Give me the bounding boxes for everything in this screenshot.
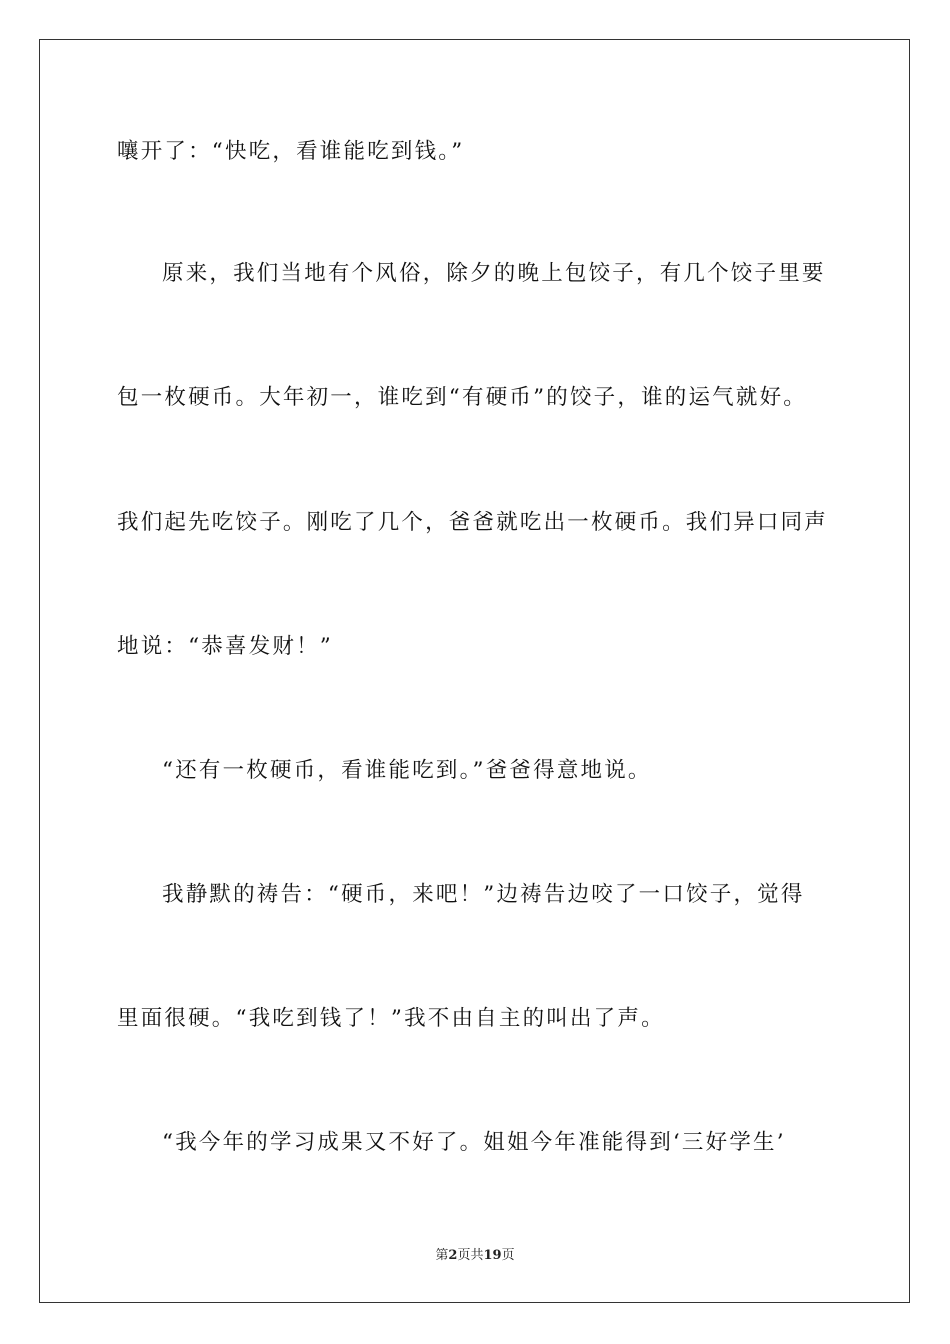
text-line-4: 我们起先吃饺子。刚吃了几个，爸爸就吃出一枚硬币。我们异口同声 — [117, 510, 829, 535]
text-line-6: “还有一枚硬币，看谁能吃到。”爸爸得意地说。 — [162, 758, 652, 783]
text-line-7: 我静默的祷告：“硬币，来吧！”边祷告边咬了一口饺子，觉得 — [162, 882, 805, 907]
page-suffix: 页 — [457, 1248, 471, 1263]
page-prefix: 第 — [435, 1248, 449, 1263]
text-line-8: 里面很硬。“我吃到钱了！”我不由自主的叫出了声。 — [117, 1006, 665, 1031]
page-number: 2 — [448, 1248, 458, 1263]
text-line-5: 地说：“恭喜发财！” — [117, 634, 333, 659]
text-line-2: 原来，我们当地有个风俗，除夕的晚上包饺子，有几个饺子里要 — [162, 261, 826, 286]
text-line-3: 包一枚硬币。大年初一，谁吃到“有硬币”的饺子，谁的运气就好。 — [117, 385, 807, 410]
total-prefix: 共 — [470, 1248, 484, 1263]
total-pages: 19 — [483, 1248, 502, 1263]
page-border — [39, 39, 910, 1303]
text-line-9: “我今年的学习成果又不好了。姐姐今年准能得到‘三好学生’ — [162, 1130, 786, 1155]
total-suffix: 页 — [501, 1248, 515, 1263]
text-line-1: 嚷开了：“快吃，看谁能吃到钱。” — [117, 139, 465, 164]
page-footer — [0, 1247, 950, 1265]
